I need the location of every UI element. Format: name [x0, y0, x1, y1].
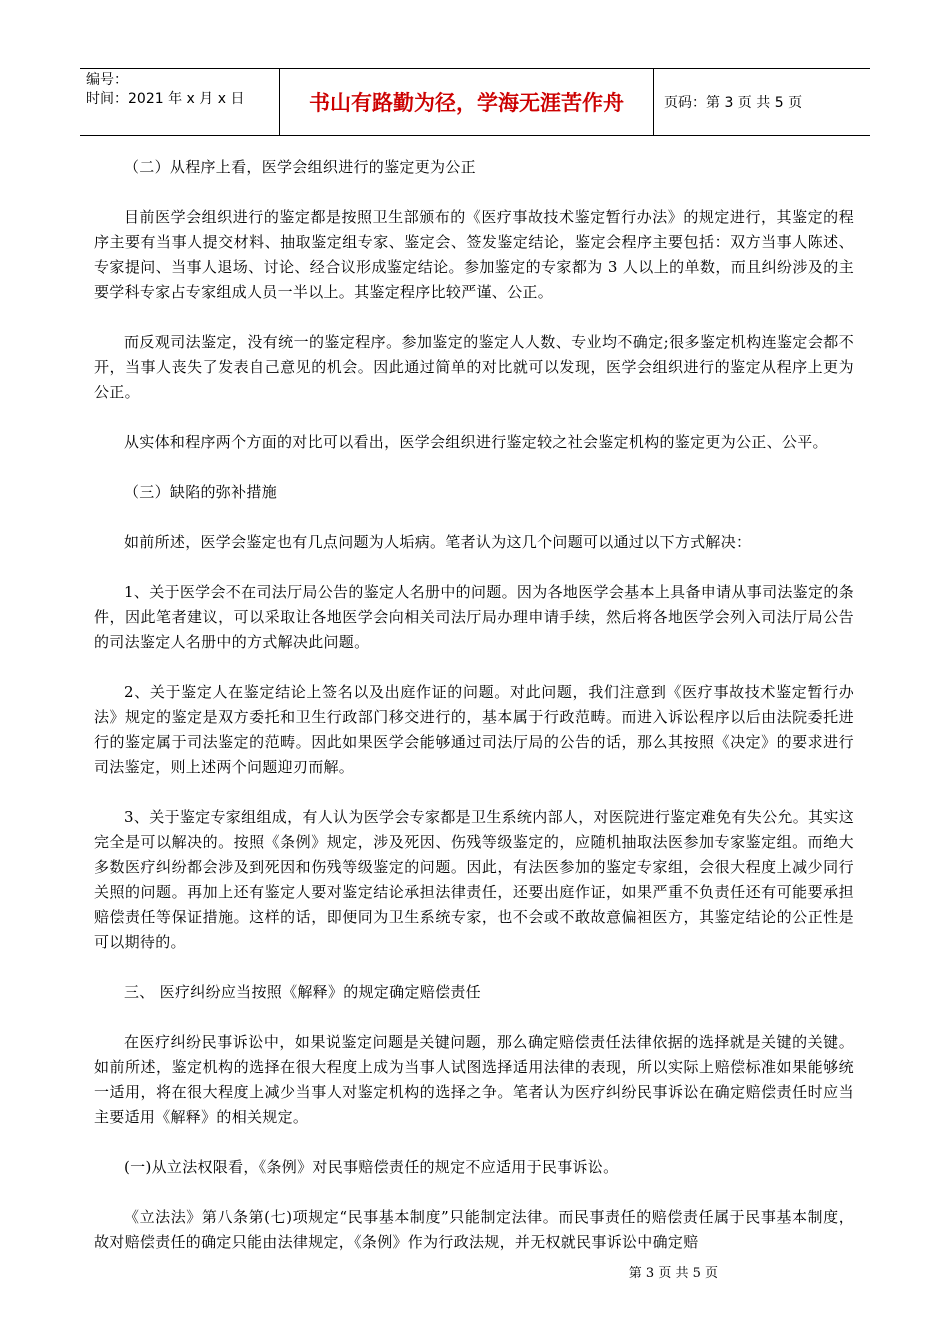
paragraph: 从实体和程序两个方面的对比可以看出，医学会组织进行鉴定较之社会鉴定机构的鉴定更为公正、公平。 [124, 433, 828, 451]
number-label: 编号： [86, 72, 128, 88]
paragraph: 而反观司法鉴定，没有统一的鉴定程序。参加鉴定的鉴定人人数、专业均不确定;很多鉴定机构连鉴定会都不开，当事人丧失了发表自己意见的机会。因此通过简单的对比就可以发现，医学会组织进行的鉴定从程序上更为公正。 [94, 333, 854, 401]
paragraph: 目前医学会组织进行的鉴定都是按照卫生部颁布的《医疗事故技术鉴定暂行办法》的规定进行，其鉴定的程序主要有当事人提交材料、抽取鉴定组专家、鉴定会、签发鉴定结论，鉴定会程序主要包括：双方当事人陈述、专家提问、当事人退场、讨论、经合议形成鉴定结论。参加鉴定的专家都为 3 人以上的单数，而且纠纷涉及的主要学科专家占专家组成人员一半以上。其鉴定程序比较严谨、公正。 [94, 208, 854, 301]
page-footer [0, 1262, 950, 1281]
document-body [94, 155, 854, 1280]
paragraph: 在医疗纠纷民事诉讼中，如果说鉴定问题是关键问题，那么确定赔偿责任法律依据的选择就是关键的关键。如前所述，鉴定机构的选择在很大程度上成为当事人试图选择适用法律的表现，所以实际上赔偿标准如果能够统一适用，将在很大程度上减少当事人对鉴定机构的选择之争。笔者认为医疗纠纷民事诉讼在确定赔偿责任时应当主要适用《解释》的相关规定。 [94, 1033, 854, 1126]
header-page-info: 页码：第 3 页 共 5 页 [664, 95, 803, 111]
paragraph: 3、关于鉴定专家组组成，有人认为医学会专家都是卫生系统内部人，对医院进行鉴定难免有失公允。其实这完全是可以解决的。按照《条例》规定，涉及死因、伤残等级鉴定的，应随机抽取法医参加专家鉴定组。而绝大多数医疗纠纷都会涉及到死因和伤残等级鉴定的问题。因此，有法医参加的鉴定专家组，会很大程度上减少同行关照的问题。再加上还有鉴定人要对鉴定结论承担法律责任，还要出庭作证，如果严重不负责任还有可能要承担赔偿责任等保证措施。这样的话，即便同为卫生系统专家，也不会或不敢故意偏袒医方，其鉴定结论的公正性是可以期待的。 [94, 808, 854, 951]
header-motto: 书山有路勤为径，学海无涯苦作舟 [280, 69, 654, 135]
page-header [80, 68, 870, 136]
time-label: 时间：2021 年 x 月 x 日 [86, 91, 245, 107]
header-meta [80, 69, 280, 135]
section-heading: 三、 医疗纠纷应当按照《解释》的规定确定赔偿责任 [124, 983, 481, 1001]
footer-page-number: 第 3 页 共 5 页 [628, 1266, 718, 1281]
section-heading: （三）缺陷的弥补措施 [124, 483, 278, 501]
subsection-heading: (一)从立法权限看，《条例》对民事赔偿责任的规定不应适用于民事诉讼。 [124, 1158, 619, 1176]
section-heading: （二）从程序上看，医学会组织进行的鉴定更为公正 [124, 158, 476, 176]
paragraph: 如前所述，医学会鉴定也有几点问题为人垢病。笔者认为这几个问题可以通过以下方式解决： [124, 533, 752, 551]
paragraph: 1、关于医学会不在司法厅局公告的鉴定人名册中的问题。因为各地医学会基本上具备申请从事司法鉴定的条件，因此笔者建议，可以采取让各地医学会向相关司法厅局办理申请手续，然后将各地医学会列入司法厅局公告的司法鉴定人名册中的方式解决此问题。 [94, 583, 854, 651]
paragraph: 2、关于鉴定人在鉴定结论上签名以及出庭作证的问题。对此问题，我们注意到《医疗事故技术鉴定暂行办法》规定的鉴定是双方委托和卫生行政部门移交进行的，基本属于行政范畴。而进入诉讼程序以后由法院委托进行的鉴定属于司法鉴定的范畴。因此如果医学会能够通过司法厅局的公告的话，那么其按照《决定》的要求进行司法鉴定，则上述两个问题迎刃而解。 [94, 683, 854, 776]
paragraph: 《立法法》第八条第(七)项规定“民事基本制度”只能制定法律。而民事责任的赔偿责任属于民事基本制度，故对赔偿责任的确定只能由法律规定，《条例》作为行政法规，并无权就民事诉讼中确定赔 [94, 1208, 854, 1251]
